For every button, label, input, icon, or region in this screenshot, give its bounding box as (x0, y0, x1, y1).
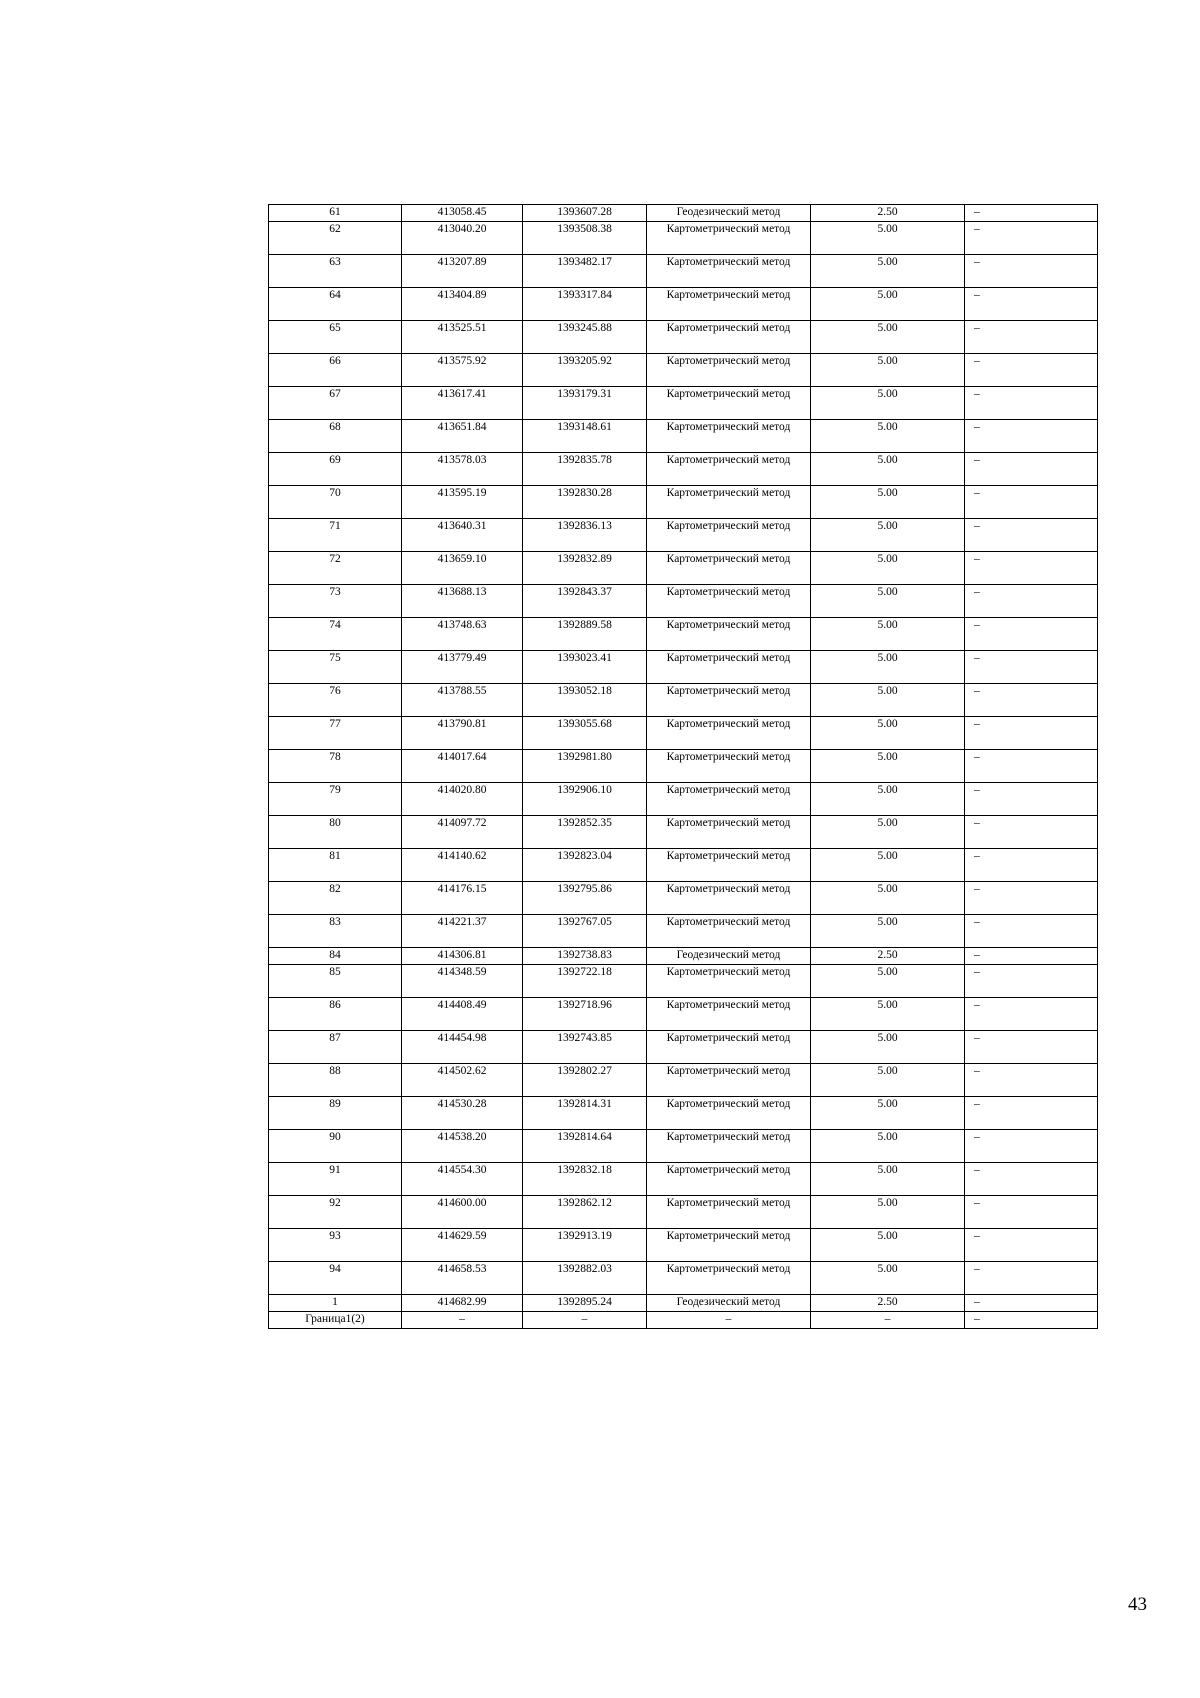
point-number-cell: 68 (269, 420, 402, 453)
table-row (269, 1064, 1098, 1097)
description-cell: – (965, 717, 1098, 750)
x-coordinate-cell: 414554.30 (402, 1163, 523, 1196)
point-number-cell: 75 (269, 651, 402, 684)
point-number-cell: 91 (269, 1163, 402, 1196)
point-number-cell: 89 (269, 1097, 402, 1130)
table-row (269, 882, 1098, 915)
method-cell: Картометрический метод (647, 585, 811, 618)
description-cell: – (965, 783, 1098, 816)
accuracy-cell: 5.00 (811, 1097, 965, 1130)
accuracy-cell: 5.00 (811, 1196, 965, 1229)
accuracy-cell: 5.00 (811, 453, 965, 486)
description-cell: – (965, 1229, 1098, 1262)
method-cell: Картометрический метод (647, 519, 811, 552)
y-coordinate-cell: 1392836.13 (523, 519, 647, 552)
y-coordinate-cell: 1393148.61 (523, 420, 647, 453)
table-row (269, 1262, 1098, 1295)
y-coordinate-cell: 1392862.12 (523, 1196, 647, 1229)
x-coordinate-cell: 414221.37 (402, 915, 523, 948)
x-coordinate-cell: 413578.03 (402, 453, 523, 486)
point-number-cell: 92 (269, 1196, 402, 1229)
method-cell: Картометрический метод (647, 1130, 811, 1163)
table-row (269, 486, 1098, 519)
accuracy-cell: 5.00 (811, 519, 965, 552)
point-number-cell: 73 (269, 585, 402, 618)
description-cell: – (965, 288, 1098, 321)
description-cell: – (965, 684, 1098, 717)
description-cell: – (965, 1130, 1098, 1163)
page-number: 43 (1128, 1594, 1147, 1615)
x-coordinate-cell: 414408.49 (402, 998, 523, 1031)
point-number-cell: 70 (269, 486, 402, 519)
y-coordinate-cell: 1393245.88 (523, 321, 647, 354)
accuracy-cell: 5.00 (811, 750, 965, 783)
y-coordinate-cell: 1393482.17 (523, 255, 647, 288)
description-cell: – (965, 1262, 1098, 1295)
table-row (269, 453, 1098, 486)
description-cell: – (965, 816, 1098, 849)
description-cell: – (965, 618, 1098, 651)
method-cell: Картометрический метод (647, 1196, 811, 1229)
table-row (269, 1031, 1098, 1064)
x-coordinate-cell: 414020.80 (402, 783, 523, 816)
description-cell: – (965, 354, 1098, 387)
point-number-cell: 65 (269, 321, 402, 354)
method-cell: Картометрический метод (647, 684, 811, 717)
x-coordinate-cell: 413651.84 (402, 420, 523, 453)
table-row (269, 1295, 1098, 1312)
point-number-cell: 1 (269, 1295, 402, 1312)
x-coordinate-cell: 413404.89 (402, 288, 523, 321)
method-cell: Картометрический метод (647, 882, 811, 915)
table-row (269, 849, 1098, 882)
x-coordinate-cell: – (402, 1312, 523, 1329)
x-coordinate-cell: 414600.00 (402, 1196, 523, 1229)
point-number-cell: 88 (269, 1064, 402, 1097)
table-row (269, 915, 1098, 948)
y-coordinate-cell: 1392814.31 (523, 1097, 647, 1130)
description-cell: – (965, 1312, 1098, 1329)
x-coordinate-cell: 413525.51 (402, 321, 523, 354)
x-coordinate-cell: 413788.55 (402, 684, 523, 717)
description-cell: – (965, 882, 1098, 915)
method-cell: Картометрический метод (647, 354, 811, 387)
point-number-cell: 78 (269, 750, 402, 783)
method-cell: Картометрический метод (647, 420, 811, 453)
table-row (269, 684, 1098, 717)
accuracy-cell: 5.00 (811, 354, 965, 387)
x-coordinate-cell: 413575.92 (402, 354, 523, 387)
description-cell: – (965, 585, 1098, 618)
description-cell: – (965, 849, 1098, 882)
accuracy-cell: 5.00 (811, 420, 965, 453)
point-number-cell: 82 (269, 882, 402, 915)
point-number-cell: 83 (269, 915, 402, 948)
method-cell: Картометрический метод (647, 387, 811, 420)
method-cell: Картометрический метод (647, 222, 811, 255)
point-number-cell: Граница1(2) (269, 1312, 402, 1329)
table-row (269, 1229, 1098, 1262)
accuracy-cell: 5.00 (811, 882, 965, 915)
description-cell: – (965, 1064, 1098, 1097)
description-cell: – (965, 453, 1098, 486)
table-row (269, 1312, 1098, 1329)
y-coordinate-cell: 1392830.28 (523, 486, 647, 519)
method-cell: Картометрический метод (647, 816, 811, 849)
description-cell: – (965, 948, 1098, 965)
x-coordinate-cell: 414682.99 (402, 1295, 523, 1312)
accuracy-cell: 5.00 (811, 1130, 965, 1163)
description-cell: – (965, 965, 1098, 998)
accuracy-cell: 5.00 (811, 1064, 965, 1097)
x-coordinate-cell: 414658.53 (402, 1262, 523, 1295)
table-row (269, 948, 1098, 965)
table-row (269, 1196, 1098, 1229)
method-cell: Картометрический метод (647, 965, 811, 998)
y-coordinate-cell: 1392835.78 (523, 453, 647, 486)
table-row (269, 618, 1098, 651)
accuracy-cell: 5.00 (811, 486, 965, 519)
x-coordinate-cell: 413779.49 (402, 651, 523, 684)
accuracy-cell: 5.00 (811, 255, 965, 288)
method-cell: Картометрический метод (647, 618, 811, 651)
accuracy-cell: 5.00 (811, 651, 965, 684)
method-cell: Картометрический метод (647, 915, 811, 948)
y-coordinate-cell: 1392743.85 (523, 1031, 647, 1064)
method-cell: Картометрический метод (647, 651, 811, 684)
table-row (269, 255, 1098, 288)
y-coordinate-cell: 1392814.64 (523, 1130, 647, 1163)
x-coordinate-cell: 413640.31 (402, 519, 523, 552)
y-coordinate-cell: 1393055.68 (523, 717, 647, 750)
method-cell: Геодезический метод (647, 1295, 811, 1312)
y-coordinate-cell: 1392795.86 (523, 882, 647, 915)
y-coordinate-cell: 1392722.18 (523, 965, 647, 998)
description-cell: – (965, 420, 1098, 453)
method-cell: Картометрический метод (647, 1097, 811, 1130)
point-number-cell: 71 (269, 519, 402, 552)
x-coordinate-cell: 413790.81 (402, 717, 523, 750)
table-row (269, 585, 1098, 618)
x-coordinate-cell: 414176.15 (402, 882, 523, 915)
accuracy-cell: 5.00 (811, 684, 965, 717)
y-coordinate-cell: 1393508.38 (523, 222, 647, 255)
point-number-cell: 67 (269, 387, 402, 420)
description-cell: – (965, 321, 1098, 354)
method-cell: Картометрический метод (647, 998, 811, 1031)
table-row (269, 222, 1098, 255)
x-coordinate-cell: 414017.64 (402, 750, 523, 783)
y-coordinate-cell: 1392882.03 (523, 1262, 647, 1295)
accuracy-cell: 5.00 (811, 915, 965, 948)
point-number-cell: 63 (269, 255, 402, 288)
point-number-cell: 76 (269, 684, 402, 717)
y-coordinate-cell: 1392981.80 (523, 750, 647, 783)
table-row (269, 1130, 1098, 1163)
accuracy-cell: 5.00 (811, 965, 965, 998)
accuracy-cell: 5.00 (811, 783, 965, 816)
method-cell: Картометрический метод (647, 1163, 811, 1196)
table-row (269, 387, 1098, 420)
point-number-cell: 94 (269, 1262, 402, 1295)
table-row (269, 1163, 1098, 1196)
point-number-cell: 79 (269, 783, 402, 816)
coordinates-table-body (269, 205, 1098, 1329)
table-row (269, 750, 1098, 783)
table-row (269, 519, 1098, 552)
method-cell: Картометрический метод (647, 1262, 811, 1295)
description-cell: – (965, 552, 1098, 585)
accuracy-cell: 5.00 (811, 222, 965, 255)
description-cell: – (965, 1295, 1098, 1312)
method-cell: Картометрический метод (647, 255, 811, 288)
x-coordinate-cell: 414140.62 (402, 849, 523, 882)
accuracy-cell: 5.00 (811, 849, 965, 882)
y-coordinate-cell: 1392823.04 (523, 849, 647, 882)
description-cell: – (965, 651, 1098, 684)
x-coordinate-cell: 414097.72 (402, 816, 523, 849)
method-cell: Картометрический метод (647, 552, 811, 585)
description-cell: – (965, 205, 1098, 222)
y-coordinate-cell: 1392889.58 (523, 618, 647, 651)
table-row (269, 205, 1098, 222)
x-coordinate-cell: 414629.59 (402, 1229, 523, 1262)
y-coordinate-cell: 1392843.37 (523, 585, 647, 618)
point-number-cell: 77 (269, 717, 402, 750)
x-coordinate-cell: 413040.20 (402, 222, 523, 255)
method-cell: Геодезический метод (647, 205, 811, 222)
accuracy-cell: 5.00 (811, 618, 965, 651)
y-coordinate-cell: 1392906.10 (523, 783, 647, 816)
table-row (269, 965, 1098, 998)
description-cell: – (965, 387, 1098, 420)
y-coordinate-cell: 1393205.92 (523, 354, 647, 387)
point-number-cell: 85 (269, 965, 402, 998)
description-cell: – (965, 750, 1098, 783)
x-coordinate-cell: 413058.45 (402, 205, 523, 222)
table-row (269, 717, 1098, 750)
description-cell: – (965, 1163, 1098, 1196)
point-number-cell: 80 (269, 816, 402, 849)
description-cell: – (965, 486, 1098, 519)
description-cell: – (965, 519, 1098, 552)
y-coordinate-cell: 1393052.18 (523, 684, 647, 717)
method-cell: Геодезический метод (647, 948, 811, 965)
table-row (269, 321, 1098, 354)
x-coordinate-cell: 414306.81 (402, 948, 523, 965)
method-cell: Картометрический метод (647, 288, 811, 321)
method-cell: Картометрический метод (647, 1031, 811, 1064)
accuracy-cell: 5.00 (811, 387, 965, 420)
method-cell: Картометрический метод (647, 453, 811, 486)
point-number-cell: 69 (269, 453, 402, 486)
accuracy-cell: 5.00 (811, 998, 965, 1031)
description-cell: – (965, 998, 1098, 1031)
point-number-cell: 61 (269, 205, 402, 222)
accuracy-cell: 5.00 (811, 288, 965, 321)
x-coordinate-cell: 413595.19 (402, 486, 523, 519)
y-coordinate-cell: 1392767.05 (523, 915, 647, 948)
method-cell: Картометрический метод (647, 717, 811, 750)
y-coordinate-cell: 1392895.24 (523, 1295, 647, 1312)
x-coordinate-cell: 414454.98 (402, 1031, 523, 1064)
accuracy-cell: 2.50 (811, 205, 965, 222)
accuracy-cell: 5.00 (811, 321, 965, 354)
table-row (269, 816, 1098, 849)
y-coordinate-cell: 1392832.18 (523, 1163, 647, 1196)
table-row (269, 783, 1098, 816)
x-coordinate-cell: 413748.63 (402, 618, 523, 651)
method-cell: Картометрический метод (647, 849, 811, 882)
method-cell: Картометрический метод (647, 1229, 811, 1262)
x-coordinate-cell: 413207.89 (402, 255, 523, 288)
y-coordinate-cell: 1392913.19 (523, 1229, 647, 1262)
point-number-cell: 93 (269, 1229, 402, 1262)
accuracy-cell: 5.00 (811, 585, 965, 618)
y-coordinate-cell: 1392832.89 (523, 552, 647, 585)
method-cell: Картометрический метод (647, 321, 811, 354)
point-number-cell: 74 (269, 618, 402, 651)
description-cell: – (965, 1097, 1098, 1130)
point-number-cell: 87 (269, 1031, 402, 1064)
table-row (269, 420, 1098, 453)
x-coordinate-cell: 414530.28 (402, 1097, 523, 1130)
y-coordinate-cell: 1392802.27 (523, 1064, 647, 1097)
point-number-cell: 84 (269, 948, 402, 965)
accuracy-cell: 5.00 (811, 552, 965, 585)
accuracy-cell: 5.00 (811, 717, 965, 750)
x-coordinate-cell: 413688.13 (402, 585, 523, 618)
accuracy-cell: 5.00 (811, 1031, 965, 1064)
y-coordinate-cell: 1393023.41 (523, 651, 647, 684)
accuracy-cell: 5.00 (811, 1262, 965, 1295)
x-coordinate-cell: 414502.62 (402, 1064, 523, 1097)
accuracy-cell: 5.00 (811, 1229, 965, 1262)
table-row (269, 998, 1098, 1031)
accuracy-cell: 2.50 (811, 1295, 965, 1312)
y-coordinate-cell: 1393317.84 (523, 288, 647, 321)
table-row (269, 288, 1098, 321)
point-number-cell: 86 (269, 998, 402, 1031)
description-cell: – (965, 222, 1098, 255)
coordinates-table (268, 204, 1098, 1329)
y-coordinate-cell: 1393179.31 (523, 387, 647, 420)
method-cell: Картометрический метод (647, 486, 811, 519)
point-number-cell: 81 (269, 849, 402, 882)
y-coordinate-cell: 1393607.28 (523, 205, 647, 222)
point-number-cell: 66 (269, 354, 402, 387)
y-coordinate-cell: 1392718.96 (523, 998, 647, 1031)
accuracy-cell: – (811, 1312, 965, 1329)
method-cell: Картометрический метод (647, 750, 811, 783)
table-row (269, 552, 1098, 585)
x-coordinate-cell: 414348.59 (402, 965, 523, 998)
accuracy-cell: 2.50 (811, 948, 965, 965)
y-coordinate-cell: 1392738.83 (523, 948, 647, 965)
point-number-cell: 90 (269, 1130, 402, 1163)
point-number-cell: 64 (269, 288, 402, 321)
method-cell: – (647, 1312, 811, 1329)
method-cell: Картометрический метод (647, 1064, 811, 1097)
description-cell: – (965, 1031, 1098, 1064)
y-coordinate-cell: 1392852.35 (523, 816, 647, 849)
method-cell: Картометрический метод (647, 783, 811, 816)
accuracy-cell: 5.00 (811, 1163, 965, 1196)
x-coordinate-cell: 413617.41 (402, 387, 523, 420)
point-number-cell: 62 (269, 222, 402, 255)
accuracy-cell: 5.00 (811, 816, 965, 849)
point-number-cell: 72 (269, 552, 402, 585)
x-coordinate-cell: 414538.20 (402, 1130, 523, 1163)
y-coordinate-cell: – (523, 1312, 647, 1329)
table-row (269, 651, 1098, 684)
description-cell: – (965, 1196, 1098, 1229)
table-row (269, 354, 1098, 387)
x-coordinate-cell: 413659.10 (402, 552, 523, 585)
table-row (269, 1097, 1098, 1130)
description-cell: – (965, 915, 1098, 948)
description-cell: – (965, 255, 1098, 288)
